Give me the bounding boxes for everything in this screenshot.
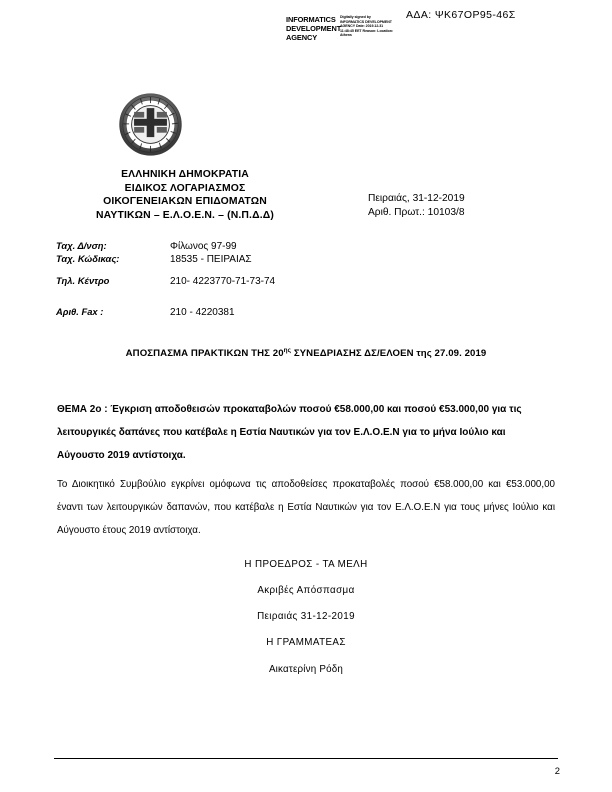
signature-place-date: Πειραιάς 31-12-2019	[257, 611, 355, 622]
contact-row	[56, 253, 386, 265]
signature-agency-name: INFORMATICS DEVELOPMENT AGENCY	[286, 15, 342, 43]
title-prefix: ΑΠΟΣΠΑΣΜΑ ΠΡΑΚΤΙΚΩΝ ΤΗΣ 20	[125, 348, 284, 359]
contact-value: 210- 4223770-71-73-74	[170, 276, 276, 287]
org-line-2: ΕΙΔΙΚΟΣ ΛΟΓΑΡΙΑΣΜΟΣ	[124, 182, 246, 194]
contact-value: 210 - 4220381	[170, 307, 235, 318]
contact-value: 18535 - ΠΕΙΡΑΙΑΣ	[170, 254, 252, 265]
issue-place-date: Πειραιάς, 31-12-2019	[368, 193, 465, 204]
decision-body-paragraph: Το Διοικητικό Συμβούλιο εγκρίνει ομόφωνα τις αποδοθείσες προκαταβολές ποσού €58.000,00 και €53.000,00 έναντι των λειτουργικών δαπανών, που κατέβαλε η Εστία Ναυτικών για τον Ε.Λ.Ο.Ε.Ν για τους μήνες Ιούλιο και Αύγουστο έτους 2019 αντίστοιχα.	[57, 479, 555, 536]
contact-row	[56, 275, 386, 287]
contact-label: Ταχ. Δ/νση:	[56, 240, 107, 251]
contact-row	[56, 240, 386, 252]
org-line-4: ΝΑΥΤΙΚΩΝ – Ε.Λ.Ο.Ε.Ν. – (Ν.Π.Δ.Δ)	[96, 209, 274, 221]
signature-president-members: Η ΠΡΟΕΔΡΟΣ - ΤΑ ΜΕΛΗ	[244, 559, 368, 570]
signature-block	[0, 552, 612, 656]
issue-info	[368, 192, 465, 219]
signature-secretary-title: Η ΓΡΑΜΜΑΤΕΑΣ	[266, 637, 346, 648]
ada-reference-code: ΑΔΑ: ΨΚ67ΟΡ95-46Σ	[406, 9, 516, 21]
digital-signature-stamp	[286, 15, 396, 61]
organization-header	[30, 168, 340, 222]
signature-certified-extract: Ακριβές Απόσπασμα	[257, 585, 355, 596]
contact-value: Φίλωνος 97-99	[170, 241, 237, 252]
signer-name: Αικατερίνη Ρόδη	[268, 664, 344, 675]
contact-details	[56, 240, 386, 318]
contact-row	[56, 306, 386, 318]
issue-protocol-number: Αριθ. Πρωτ.: 10103/8	[368, 206, 465, 218]
contact-label: Τηλ. Κέντρο	[56, 275, 110, 286]
coat-of-arms-icon	[119, 93, 182, 156]
title-ordinal-suffix: ης	[283, 346, 292, 354]
document-title	[0, 348, 612, 359]
signature-details-text: Digitally signed by INFORMATICS DEVELOPMENT AGENCY Date: 2019.12.31 11:48:45 EET Reason: Location: Athens	[340, 15, 394, 38]
org-line-3: ΟΙΚΟΓΕΝΕΙΑΚΩΝ ΕΠΙΔΟΜΑΤΩΝ	[103, 196, 267, 208]
title-rest: ΣΥΝΕΔΡΙΑΣΗΣ ΔΣ/ΕΛΟΕΝ της 27.09. 2019	[291, 348, 487, 359]
org-line-1: ΕΛΛΗΝΙΚΗ ΔΗΜΟΚΡΑΤΙΑ	[121, 169, 249, 180]
footer-divider	[54, 758, 558, 759]
contact-label: Ταχ. Κώδικας:	[56, 253, 120, 264]
subject-paragraph: ΘΕΜΑ 2ο : Έγκριση αποδοθεισών προκαταβολών ποσού €58.000,00 και ποσού €53.000,00 για τις λειτουργικές δαπάνες που κατέβαλε η Εστία Ναυτικών για τον Ε.Λ.Ο.Ε.Ν για το μήνα Ιούλιο και Αύγουστο 2019 αντίστοιχα.	[57, 404, 522, 461]
page-number: 2	[554, 765, 560, 776]
contact-label: Αριθ. Fax :	[56, 306, 104, 317]
